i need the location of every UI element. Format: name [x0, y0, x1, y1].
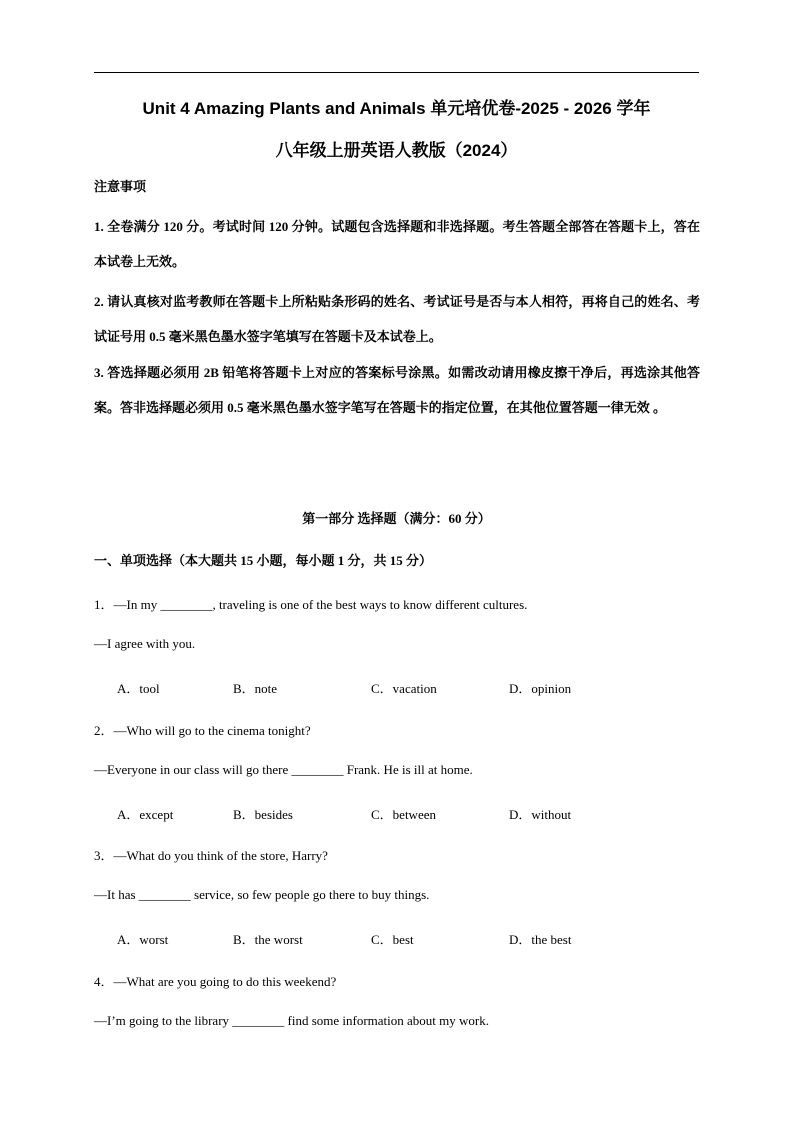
- question-3-option-d[interactable]: D．the best: [509, 932, 572, 947]
- question-1-stem: 1．—In my ________, traveling is one of the best ways to know different cultures.: [94, 597, 528, 612]
- notice-item-3: 3. 答选择题必须用 2B 铅笔将答题卡上对应的答案标号涂黑。如需改动请用橡皮擦干净后，再选涂其他答案。答非选择题必须用 0.5 毫米黑色墨水签字笔写在答题卡的指定位置，在其他位置答题一律无效 。: [94, 365, 700, 415]
- question-1-option-c[interactable]: C．vacation: [371, 681, 437, 696]
- question-4-stem: 4．—What are you going to do this weekend?: [94, 974, 337, 989]
- question-1-option-a[interactable]: A．tool: [117, 681, 160, 696]
- notice-item-1: 1. 全卷满分 120 分。考试时间 120 分钟。试题包含选择题和非选择题。考生答题全部答在答题卡上，答在本试卷上无效。: [94, 219, 700, 269]
- question-1-option-b[interactable]: B．note: [233, 681, 278, 696]
- question-2-options: [117, 804, 717, 822]
- question-2-option-c[interactable]: C．between: [371, 807, 436, 822]
- question-2-option-b[interactable]: B．besides: [233, 807, 293, 822]
- question-3-option-c[interactable]: C．best: [371, 932, 414, 947]
- section-title: 一、单项选择（本大题共 15 小题，每小题 1 分，共 15 分）: [94, 553, 433, 568]
- part-title: 第一部分 选择题（满分：60 分）: [302, 511, 491, 526]
- question-2-stem: 2．—Who will go to the cinema tonight?: [94, 723, 311, 738]
- question-1-reply: —I agree with you.: [94, 636, 196, 651]
- header-rule: [94, 72, 699, 73]
- question-1-option-d[interactable]: D．opinion: [509, 681, 572, 696]
- question-2-option-a[interactable]: A．except: [117, 807, 174, 822]
- question-2-option-d[interactable]: D．without: [509, 807, 572, 822]
- exam-title-line2: 八年级上册英语人教版（2024）: [275, 141, 518, 160]
- question-3-option-a[interactable]: A．worst: [117, 932, 169, 947]
- question-3-reply: —It has ________ service, so few people go there to buy things.: [94, 887, 430, 902]
- question-3-options: [117, 929, 717, 947]
- question-2-reply: —Everyone in our class will go there ________ Frank. He is ill at home.: [94, 762, 473, 777]
- question-4-reply: —I’m going to the library ________ find some information about my work.: [94, 1013, 489, 1028]
- question-3-option-b[interactable]: B．the worst: [233, 932, 303, 947]
- notice-item-2: 2. 请认真核对监考教师在答题卡上所粘贴条形码的姓名、考试证号是否与本人相符，再将自己的姓名、考试证号用 0.5 毫米黑色墨水签字笔填写在答题卡及本试卷上。: [94, 294, 700, 344]
- question-3-stem: 3．—What do you think of the store, Harry?: [94, 848, 328, 863]
- exam-title-line1: Unit 4 Amazing Plants and Animals 单元培优卷-2025 - 2026 学年: [142, 99, 651, 118]
- question-1-options: [117, 678, 717, 696]
- notice-heading: 注意事项: [94, 179, 147, 194]
